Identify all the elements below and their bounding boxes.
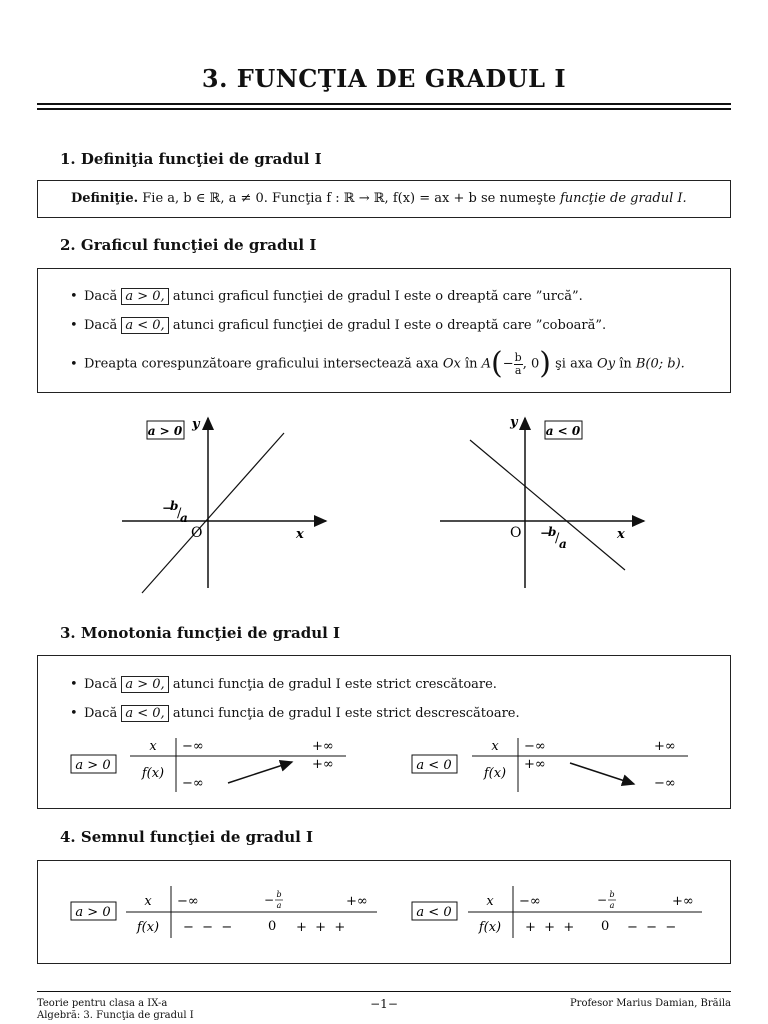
- mono2-val-right: −∞: [654, 776, 676, 791]
- sign2-tag: a < 0: [416, 905, 452, 920]
- graph2-origin: O: [510, 525, 522, 541]
- graph2-y-label: y: [510, 415, 518, 430]
- title-rule-top: [37, 103, 731, 105]
- monotony-table-increasing: [71, 738, 346, 792]
- fraction-b-over-a: $\frac{b}{a}$: [514, 350, 522, 377]
- mono2-fx: f(x): [483, 766, 507, 781]
- graph1-y-label: y: [192, 417, 200, 432]
- definition-box: [37, 180, 731, 218]
- sign2-pinf: +∞: [672, 894, 694, 909]
- section-4-heading: 4. Semnul funcţiei de gradul I: [60, 828, 314, 846]
- sign2-minf: −∞: [519, 894, 541, 909]
- graph1-slash: /: [177, 506, 182, 521]
- graph-bullet-3: • Dreapta corespunzătoare graficului intersectează axa Ox în A(− $\frac{b}{a}$ , 0) şi axa Oy în B(0; b).: [70, 346, 685, 381]
- mono1-arrow-up: [228, 762, 292, 783]
- sign2-signs-right: − − −: [627, 920, 677, 935]
- condition-box: a > 0,: [121, 288, 168, 305]
- monotony-tables: [0, 730, 768, 800]
- sign-table-negative: [412, 886, 702, 938]
- graph2-line: [470, 440, 625, 570]
- page-number: −1−: [370, 997, 398, 1011]
- section-3-heading: 3. Monotonia funcţiei de gradul I: [60, 624, 341, 642]
- sign1-signs-right: + + +: [296, 920, 346, 935]
- sign1-pinf: +∞: [346, 894, 368, 909]
- sign2-fx: f(x): [478, 920, 502, 935]
- title-rule-bottom: [37, 108, 731, 110]
- mono2-arrow-down: [570, 763, 634, 784]
- condition-box: a > 0,: [121, 676, 168, 693]
- monotony-table-decreasing: [412, 738, 688, 792]
- monotony-bullet-1: • Dacă a > 0, atunci funcţia de gradul I este strict crescătoare.: [70, 677, 497, 692]
- definition-label: Definiţie.: [71, 191, 139, 206]
- mono2-val-left: +∞: [524, 757, 546, 772]
- graph-bullet-1: • Dacă a > 0, atunci graficul funcţiei de gradul I este o dreaptă care ”urcă”.: [70, 289, 583, 304]
- sign-table-positive: [71, 886, 377, 938]
- condition-box: a < 0,: [121, 317, 168, 334]
- footer-right: Profesor Marius Damian, Brăila: [569, 998, 731, 1009]
- mono2-pinf: +∞: [654, 739, 676, 754]
- graph-increasing: [122, 417, 326, 593]
- graph-decreasing: [440, 415, 644, 588]
- graph1-b: b: [170, 499, 179, 513]
- sign-tables: [0, 880, 768, 950]
- definition-body: Fie a, b ∈ ℝ, a ≠ 0. Funcţia f : ℝ → ℝ, f(x) = ax + b se numeşte: [142, 191, 556, 206]
- footer-left-1: Teorie pentru clasa a IX-a: [37, 998, 168, 1009]
- sign1-x: x: [144, 894, 152, 909]
- sign2-signs-left: + + +: [525, 920, 575, 935]
- mono1-fx: f(x): [141, 766, 165, 781]
- mono1-pinf: +∞: [312, 739, 334, 754]
- sign2-root-minus: −: [597, 893, 608, 907]
- definition-text: [71, 191, 687, 206]
- mono2-minf: −∞: [524, 739, 546, 754]
- graph1-a: a: [180, 511, 188, 525]
- sign2-root-a: a: [609, 901, 615, 910]
- sign1-root-a: a: [276, 901, 282, 910]
- mono1-val-left: −∞: [182, 776, 204, 791]
- sign2-zero: 0: [601, 919, 610, 934]
- graph1-x-label: x: [296, 527, 304, 542]
- graph1-tag: a > 0: [147, 424, 183, 438]
- graph2-x-label: x: [617, 527, 625, 542]
- graph2-tag: a < 0: [545, 424, 581, 438]
- section-1-heading: 1. Definiţia funcţiei de gradul I: [60, 150, 322, 168]
- sign1-zero: 0: [268, 919, 277, 934]
- page-title: 3. FUNCŢIA DE GRADUL I: [201, 64, 567, 93]
- graphs-figure: [0, 400, 768, 600]
- graph2-slash: /: [555, 531, 560, 546]
- mono2-x: x: [491, 739, 499, 754]
- mono2-tag: a < 0: [416, 758, 452, 773]
- section-2-heading: 2. Graficul funcţiei de gradul I: [60, 236, 317, 254]
- mono1-x: x: [149, 739, 157, 754]
- sign1-signs-left: − − −: [183, 920, 233, 935]
- monotony-bullet-2: • Dacă a < 0, atunci funcţia de gradul I este strict descrescătoare.: [70, 706, 520, 721]
- mono1-minf: −∞: [182, 739, 204, 754]
- mono1-val-right: +∞: [312, 757, 334, 772]
- condition-box: a < 0,: [121, 705, 168, 722]
- graph-bullet-2: • Dacă a < 0, atunci graficul funcţiei de gradul I este o dreaptă care ”coboară”.: [70, 318, 607, 333]
- sign1-tag: a > 0: [75, 905, 111, 920]
- footer-left-2: Algebră: 3. Funcţia de gradul I: [37, 1010, 194, 1021]
- mono1-tag: a > 0: [75, 758, 111, 773]
- sign2-x: x: [486, 894, 494, 909]
- graph2-a: a: [559, 537, 567, 551]
- graph1-minus: −: [162, 501, 173, 515]
- graph2-b: b: [548, 525, 557, 539]
- sign2-root-b: b: [609, 890, 615, 899]
- definition-term: funcţie de gradul I.: [559, 191, 687, 206]
- sign1-minf: −∞: [177, 894, 199, 909]
- footer-rule: [37, 991, 731, 992]
- sign1-root-b: b: [276, 890, 282, 899]
- sign1-fx: f(x): [136, 920, 160, 935]
- graph2-minus: −: [540, 526, 551, 540]
- sign1-root-minus: −: [264, 893, 275, 907]
- graph1-origin: O: [191, 525, 203, 541]
